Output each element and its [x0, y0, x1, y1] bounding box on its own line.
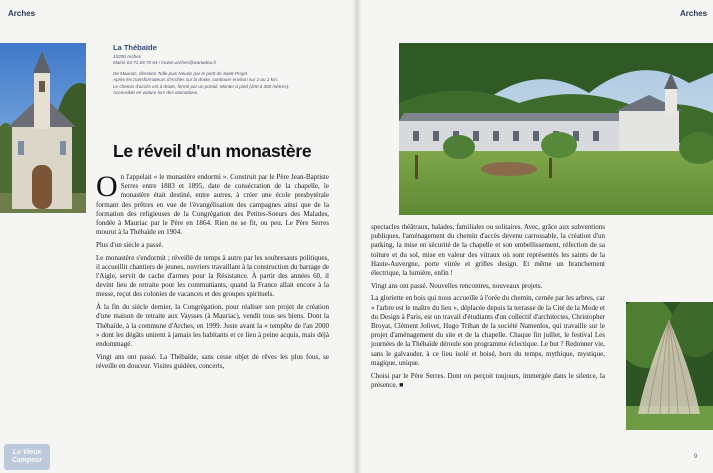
- sidebar-address: 15200 Arches: [113, 54, 142, 59]
- paragraph: spectacles théâtraux, balades, familiales ou solitaires. Avec, grâce aux subventions publiques, l'aménagement du chemin d'accès devenu carrossable, la création d'un parking, la mise en sécurité de la chapelle et son embellissement, réfection de sa toiture et du sol, mise en valeur des vitraux où sont représentés les saints de la Haute-Auvergne, porte vitrée et grilles design. Et même un branchement électrique, la lumière, enfin !: [371, 223, 605, 278]
- paragraph: À la fin du siècle dernier, la Congrégation, pour réaliser son projet de création d'une maison de retraite aux Vaysses (à Mauriac), vendit tous ses biens. Dont la Thébaïde, à la commune d'Arches, en 1999. Juste avant la « tempête de l'an 2000 » dont les dégâts unirent à jamais les habitants et ce lieu à peine acquis, mais déjà endommagé.: [96, 303, 329, 348]
- sidebar-directions-1: De Mauriac, direction Tulle puis Neuvic par le pont de Saint-Projet.: [113, 70, 249, 76]
- paragraph: La gloriette en bois qui nous accueille à l'orée du chemin, cernée par les arbres, car « l'arbre est le maître du lieu », déplacée depuis la terrasse de la Cité de la Mode et du Design à Paris, est un travail d'étudiants d'un collectif d'architectes, Christopher Broyat, Clément Jolivet, Hugo Trihan de la société Namenlos, qui travaille sur le projet d'aménagement du site et de la chapelle. Chaque fin juillet, le festival Les journées de la Thébaïde déroule son programme éclectique. Le but ? Redonner vie, sans le galvauder, à ce lieu isolé et boisé, hors du temps, mythique, mystique, magique, unique.: [371, 294, 605, 367]
- page-gutter: [352, 0, 362, 473]
- monastery-photo: [399, 43, 713, 215]
- drop-cap: O: [96, 170, 118, 203]
- sidebar-directions-3: Le chemin d'accès est à droite, fermé par un portail. Monter à pied (200 à 300 mètres).: [113, 83, 290, 89]
- paragraph: Le monastère s'endormit ; réveillé de temps à autre par les soubresauts politiques, il accueillit chantiers de jeunes, ouvriers travaillant à la construction du barrage de l'Aigle, servit de cache d'armes pour la Résistance. À partir des années 60, il devint lieu de retraite pour les communiants, quand la France allait encore à la messe, reçut des colonies de vacances et des groupes spirituels.: [96, 253, 329, 299]
- paragraph: On l'appelait « le monastère endormi ». Construit par le Père Jean-Baptiste Serres entre 1883 et 1895, date de consécration de la chapelle, le monastère était destiné, entre autres, à créer une école presbytérale formant des prêtres en vue de l'évangélisation des campagnes ainsi que de la formation des religieuses de la Congrégation des Petites-Soeurs des Malades, fondée à Mauriac par le Père en 1864. Rien ne se fit, ou peu. Le Père Serres mourut à la Thébaïde en 1904.: [96, 170, 329, 237]
- info-sidebar: [113, 43, 313, 96]
- chapel-photo: [0, 43, 86, 213]
- page-number: 9: [694, 454, 698, 460]
- paragraph: Choisi par le Père Serres. Dont on perçoit toujours, immergée dans le silence, la présence. ■: [371, 371, 605, 389]
- sidebar-directions-4: Accessible en voiture lors des animations.: [113, 90, 199, 96]
- sidebar-contact: Mairie 04 71 69 70 64 / mairie.arches@wanadoo.fr: [113, 60, 217, 66]
- running-head-left: Arches: [8, 9, 36, 18]
- article-title: Le réveil d'un monastère: [113, 141, 312, 161]
- paragraph: Vingt ans ont passé. Nouvelles rencontres, nouveaux projets.: [371, 281, 543, 290]
- paragraph: Vingt ans ont passé. La Thébaïde, sans cesse objet de rêves les plus fous, se réveille en douceur. Visites guidées, concerts,: [96, 352, 329, 370]
- sidebar-place: La Thébaïde: [113, 43, 157, 52]
- paragraph: Plus d'un siècle a passé.: [96, 240, 164, 249]
- sidebar-directions-2: Après les transformateurs d'Arches sur la droite, continuer environ sur 1 ou 2 km.: [113, 77, 279, 83]
- left-text-column: [96, 170, 329, 375]
- running-head-right: Arches: [680, 9, 708, 18]
- right-text-column: [371, 223, 605, 393]
- gloriette-photo: [626, 302, 713, 430]
- watermark-stamp: Le Vieux Campeur: [4, 444, 50, 470]
